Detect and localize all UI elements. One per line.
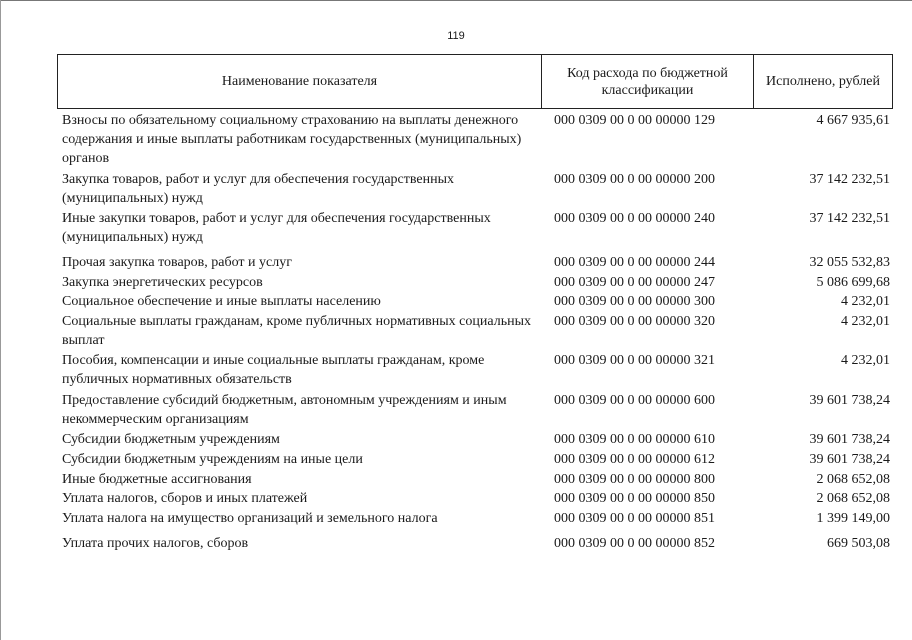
table-header xyxy=(57,54,893,109)
row-code: 000 0309 00 0 00 00000 320 xyxy=(554,314,715,329)
row-amount: 2 068 652,08 xyxy=(816,491,890,506)
header-code: Код расхода по бюджетной классификации xyxy=(542,55,754,108)
row-name: Иные закупки товаров, работ и услуг для обеспечения государственных (муниципальных) нужд xyxy=(62,211,491,245)
row-name: Уплата налогов, сборов и иных платежей xyxy=(62,491,308,506)
row-amount: 4 232,01 xyxy=(841,294,890,309)
row-amount: 39 601 738,24 xyxy=(809,452,890,467)
row-name: Уплата прочих налогов, сборов xyxy=(62,536,249,551)
row-amount: 39 601 738,24 xyxy=(809,393,890,408)
row-name: Иные бюджетные ассигнования xyxy=(62,472,252,487)
row-name: Пособия, компенсации и иные социальные выплаты гражданам, кроме публичных нормативных обязательств xyxy=(62,353,485,387)
row-amount: 2 068 652,08 xyxy=(816,472,890,487)
row-code: 000 0309 00 0 00 00000 800 xyxy=(554,472,715,487)
row-amount: 4 232,01 xyxy=(841,314,890,329)
row-code: 000 0309 00 0 00 00000 129 xyxy=(554,113,715,128)
row-amount: 4 232,01 xyxy=(841,353,890,368)
scan-edge-top xyxy=(0,0,912,1)
row-code: 000 0309 00 0 00 00000 200 xyxy=(554,172,715,187)
row-name: Закупка энергетических ресурсов xyxy=(62,275,263,290)
row-code: 000 0309 00 0 00 00000 244 xyxy=(554,255,715,270)
header-name: Наименование показателя xyxy=(58,55,542,108)
scan-edge-left xyxy=(0,0,1,640)
row-name: Взносы по обязательному социальному страхованию на выплаты денежного содержания и иные выплаты работникам государственных (муниципальных) органов xyxy=(62,113,522,166)
row-code: 000 0309 00 0 00 00000 850 xyxy=(554,491,715,506)
row-code: 000 0309 00 0 00 00000 600 xyxy=(554,393,715,408)
row-code: 000 0309 00 0 00 00000 610 xyxy=(554,432,715,447)
row-amount: 4 667 935,61 xyxy=(816,113,890,128)
row-amount: 669 503,08 xyxy=(827,536,890,551)
row-code: 000 0309 00 0 00 00000 240 xyxy=(554,211,715,226)
row-amount: 32 055 532,83 xyxy=(809,255,890,270)
row-amount: 39 601 738,24 xyxy=(809,432,890,447)
row-amount: 5 086 699,68 xyxy=(816,275,890,290)
header-amount: Исполнено, рублей xyxy=(766,74,880,89)
row-name: Предоставление субсидий бюджетным, автономным учреждениям и иным некоммерческим организациям xyxy=(62,393,507,427)
row-name: Социальное обеспечение и иные выплаты населению xyxy=(62,294,381,309)
row-amount: 37 142 232,51 xyxy=(809,211,890,226)
row-code: 000 0309 00 0 00 00000 612 xyxy=(554,452,715,467)
row-name: Закупка товаров, работ и услуг для обеспечения государственных (муниципальных) нужд xyxy=(62,172,455,206)
row-code: 000 0309 00 0 00 00000 851 xyxy=(554,511,715,526)
row-name: Субсидии бюджетным учреждениям на иные цели xyxy=(62,452,363,467)
row-name: Субсидии бюджетным учреждениям xyxy=(62,432,280,447)
row-code: 000 0309 00 0 00 00000 852 xyxy=(554,536,715,551)
row-name: Социальные выплаты гражданам, кроме публичных нормативных социальных выплат xyxy=(62,314,531,348)
page-number: 119 xyxy=(447,30,465,42)
row-amount: 1 399 149,00 xyxy=(816,511,890,526)
row-name: Уплата налога на имущество организаций и земельного налога xyxy=(62,511,438,526)
row-name: Прочая закупка товаров, работ и услуг xyxy=(62,255,292,270)
row-amount: 37 142 232,51 xyxy=(809,172,890,187)
row-code: 000 0309 00 0 00 00000 300 xyxy=(554,294,715,309)
row-code: 000 0309 00 0 00 00000 247 xyxy=(554,275,715,290)
row-code: 000 0309 00 0 00 00000 321 xyxy=(554,353,715,368)
